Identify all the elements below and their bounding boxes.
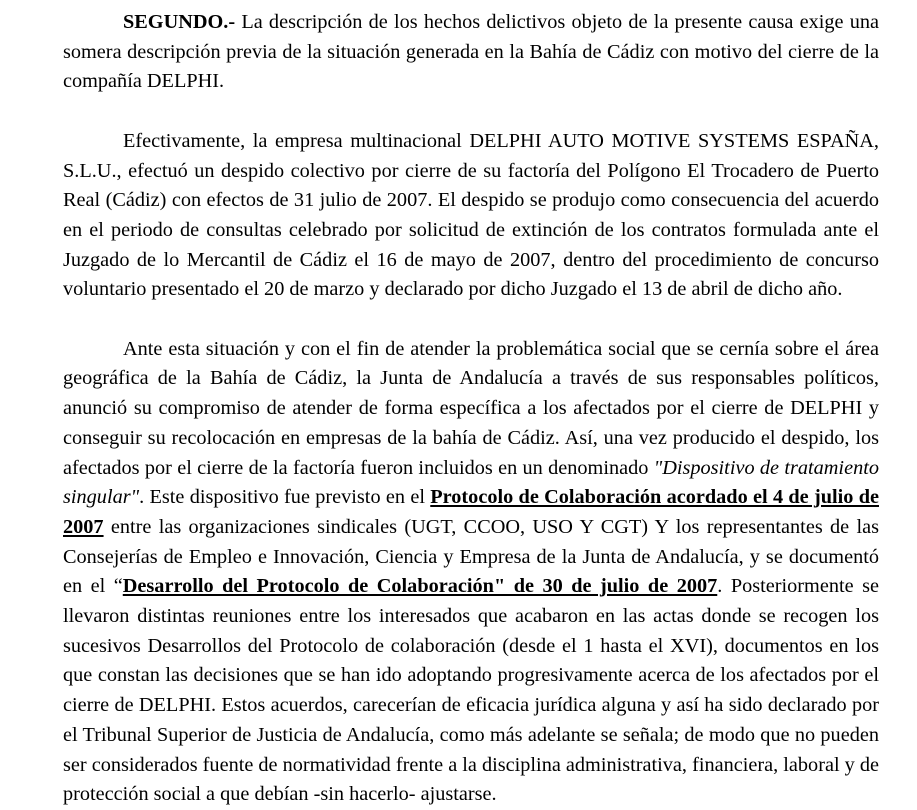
paragraph-segment-after-quote: . Este dispositivo fue previsto en el [139, 486, 431, 509]
desarrollo-protocolo-title: Desarrollo del Protocolo de Colaboración" de 30 de julio de 2007 [122, 575, 718, 598]
paragraph-efectivamente-body: Efectivamente, la empresa multinacional DELPHI AUTO MOTIVE SYSTEMS ESPAÑA, S.L.U., efectuó un despido colectivo por cierre de su factoría del Polígono El Trocadero de Puerto Real (Cádiz) con efectos de 31 julio de 2007. El despido se produjo como consecuencia del acuerdo en el periodo de consultas celebrado por solicitud de extinción de los contratos formulada ante el Juzgado de lo Mercantil de Cádiz el 16 de mayo de 2007, dentro del procedimiento de concurso voluntario presentado el 20 de marzo y declarado por dicho Juzgado el 13 de abril de dicho año. [63, 129, 879, 301]
paragraph-segundo-body: La descripción de los hechos delictivos objeto de la presente causa exige una somera descripción previa de la situación generada en la Bahía de Cádiz con motivo del cierre de la compañía DELPHI. [63, 11, 879, 93]
quoted-term-dispositivo-tratamiento-singular: "Dispositivo de tratamiento singular" [63, 456, 879, 509]
protocolo-colaboracion-title: Protocolo de Colaboración acordado el 4 de julio de 2007 [63, 486, 879, 538]
paragraph-segment-conclusion: . Posteriormente se llevaron distintas reuniones entre los interesados que acabaron en las actas donde se recogen los sucesivos Desarrollos del Protocolo de colaboración (desde el 1 hasta el XVI), documentos en los que constan las decisiones que se han ido adoptando progresivamente acerca de los afectados por el cierre de DELPHI. Estos acuerdos, carecerían de eficacia jurídica alguna y así ha sido declarado por el Tribunal Superior de Justicia de Andalucía, como más adelante se señala; de modo que no pueden ser considerados fuente de normatividad frente a la disciplina administrativa, financiera, laboral y de protección social a que debían -sin hacerlo- ajustarse. [63, 575, 880, 806]
paragraph-segundo [63, 8, 879, 97]
paragraph-heading-label: SEGUNDO.- [123, 11, 236, 33]
paragraph-efectivamente [63, 127, 879, 305]
paragraph-segment-sindicatos: entre las organizaciones sindicales (UGT, CCOO, USO Y CGT) Y los representantes de las Consejerías de Empleo e Innovación, Ciencia y Empresa de la Junta de Andalucía, y se documentó en el “ [63, 515, 879, 598]
paragraph-segment-intro: Ante esta situación y con el fin de atender la problemática social que se cernía sobre el área geográfica de la Bahía de Cádiz, la Junta de Andalucía a través de sus responsables políticos, anunció su compromiso de atender de forma específica a los afectados por el cierre de DELPHI y conseguir su recolocación en empresas de la bahía de Cádiz. Así, una vez producido el despido, los afectados por el cierre de la factoría fueron incluidos en un denominado [63, 337, 879, 479]
paragraph-ante-esta-situacion [63, 335, 879, 810]
